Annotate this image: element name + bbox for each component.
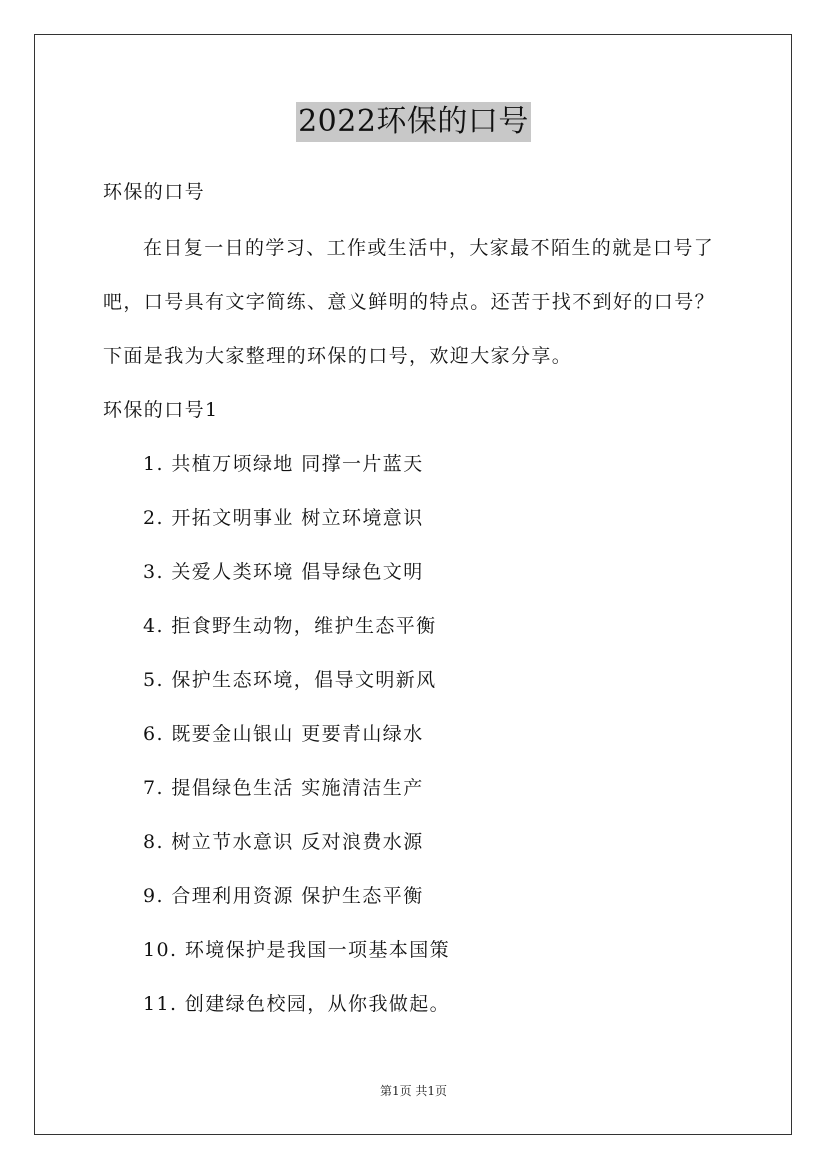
slogan-item: 2. 开拓文明事业 树立环境意识 xyxy=(143,507,424,529)
slogan-item: 9. 合理利用资源 保护生态平衡 xyxy=(143,885,424,907)
slogan-item: 7. 提倡绿色生活 实施清洁生产 xyxy=(143,777,424,799)
slogan-item: 5. 保护生态环境，倡导文明新风 xyxy=(143,669,437,691)
slogan-item: 1. 共植万顷绿地 同撑一片蓝天 xyxy=(143,453,424,475)
slogan-item: 8. 树立节水意识 反对浪费水源 xyxy=(143,831,424,853)
slogan-item: 6. 既要金山银山 更要青山绿水 xyxy=(143,723,424,745)
document-title: 2022环保的口号 xyxy=(296,102,531,142)
slogan-item: 11. 创建绿色校园，从你我做起。 xyxy=(143,993,451,1015)
intro-line-1: 在日复一日的学习、工作或生活中，大家最不陌生的就是口号了 xyxy=(143,237,715,259)
slogan-item: 3. 关爱人类环境 倡导绿色文明 xyxy=(143,561,424,583)
title-container xyxy=(0,102,827,142)
section-heading: 环保的口号1 xyxy=(103,399,219,421)
intro-line-2: 吧，口号具有文字简练、意义鲜明的特点。还苦于找不到好的口号？ xyxy=(103,291,716,313)
slogan-item: 4. 拒食野生动物，维护生态平衡 xyxy=(143,615,437,637)
document-subtitle: 环保的口号 xyxy=(103,181,206,203)
slogan-item: 10. 环境保护是我国一项基本国策 xyxy=(143,939,451,961)
page-footer: 第1页 共1页 xyxy=(379,1084,448,1098)
intro-line-3: 下面是我为大家整理的环保的口号，欢迎大家分享。 xyxy=(103,345,573,367)
